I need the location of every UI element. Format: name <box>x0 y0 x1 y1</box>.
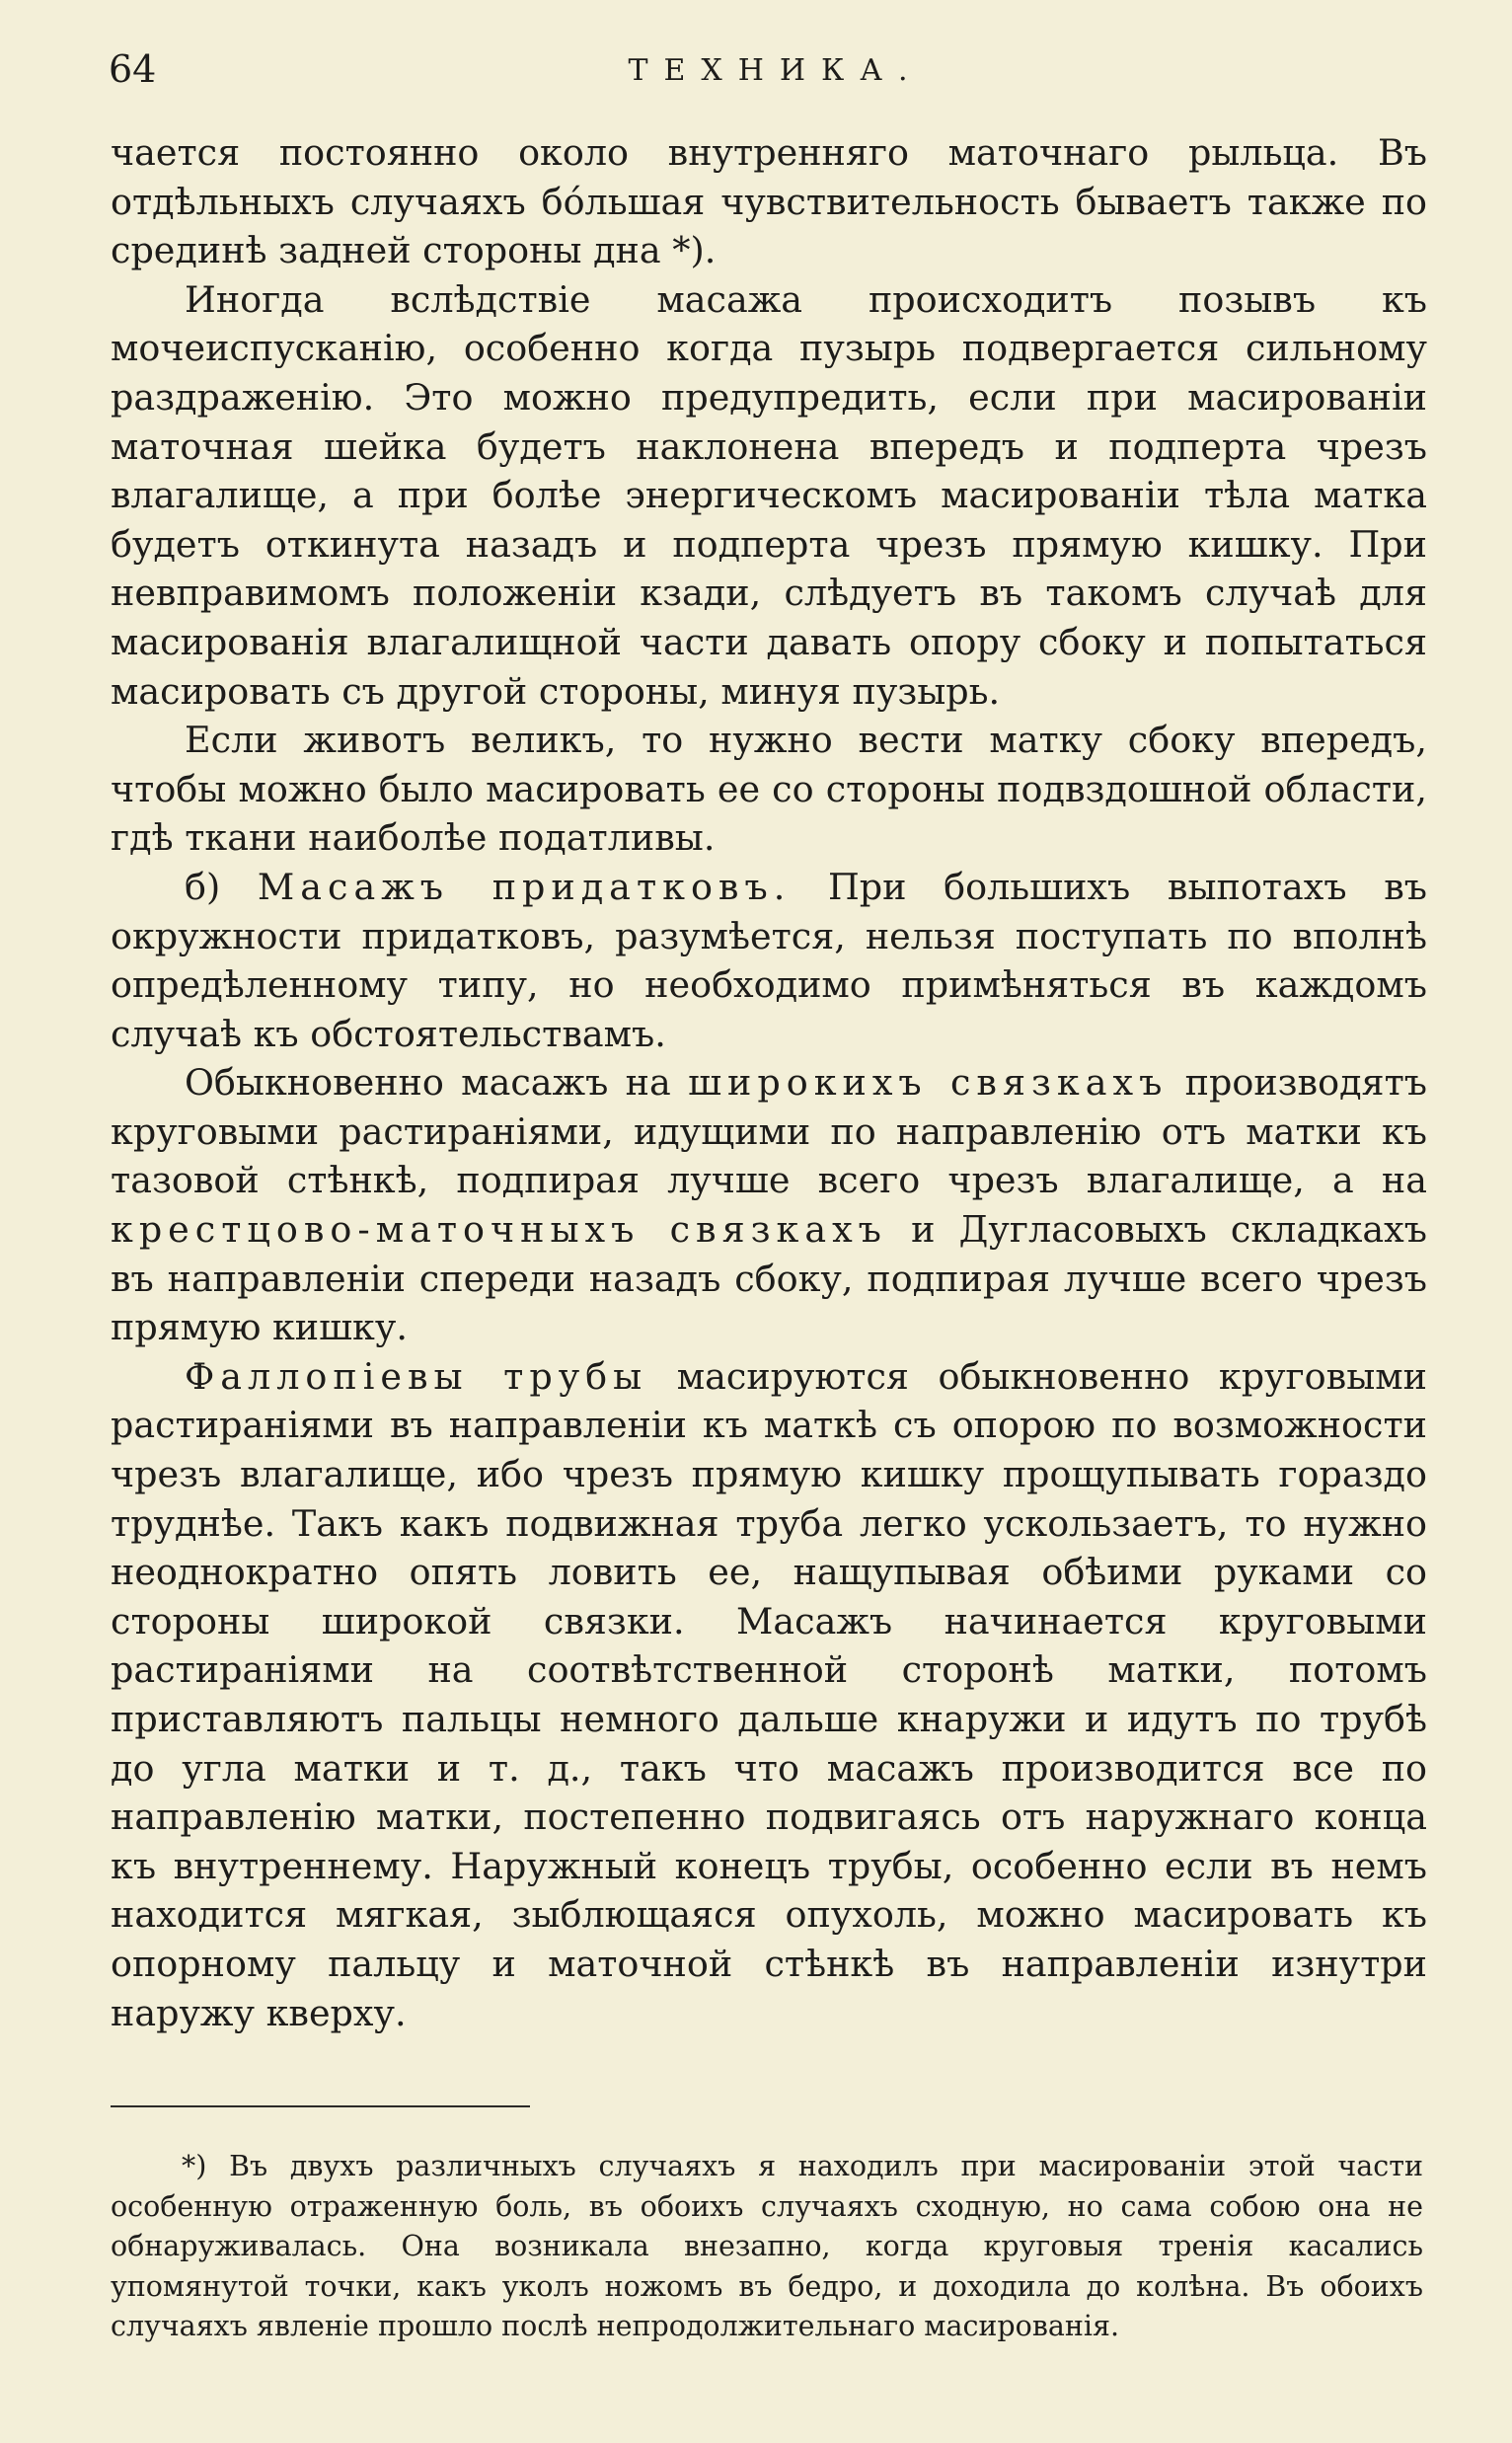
paragraph-text: масируются обыкновенно круговыми растираніями въ направленіи къ маткѣ съ опорою по возможности чрезъ влагалище, ибо чрезъ прямую кишку прощупывать гораздо труднѣе. Такъ какъ подвижная труба легко ускользаетъ, то нужно неоднократно опять ловить ее, нащупывая обѣими руками со стороны широкой связки. Масажъ начинается круговыми растираніями на соотвѣтственной сторонѣ матки, потомъ приставляютъ пальцы немного дальше кнаружи и идутъ по трубѣ до угла матки и т. д., такъ что масажъ производится все по направленію матки, постепенно подвигаясь отъ наружнаго конца къ внутреннему. Наружный конецъ трубы, особенно если въ немъ находится мягкая, зыблющаяся опухоль, можно масировать къ опорному пальцу и маточной стѣнкѣ въ направленіи изнутри наружу кверху. <box>111 1354 1427 2034</box>
body-text <box>111 128 1427 2037</box>
paragraph-continued <box>111 128 1427 275</box>
running-title: ТЕХНИКА. <box>628 53 924 88</box>
paragraph-text: чается постоянно около внутренняго маточнаго рыльца. Въ отдѣльныхъ случаяхъ бо́льшая чувствительность бываетъ также по срединѣ задней стороны дна *). <box>111 131 1427 272</box>
paragraph-text: При большихъ выпотахъ въ окружности придатковъ, разумѣется, нельзя поступать по вполнѣ опредѣленному типу, но необходимо примѣняться въ каждомъ случаѣ къ обстоятельствамъ. <box>111 865 1427 1055</box>
paragraph-text: и Дугласовыхъ складкахъ въ направленіи спереди назадъ сбоку, подпирая лучше всего чрезъ прямую кишку. <box>111 1208 1427 1349</box>
paragraph-text: производятъ круговыми растираніями, идущими по направленію отъ матки къ тазовой стѣнкѣ, подпирая лучше всего чрезъ влагалище, а на <box>111 1061 1427 1202</box>
section-marker: б) <box>185 865 258 908</box>
emphasis-term: Фаллопіевы трубы <box>185 1354 648 1398</box>
page-number: 64 <box>109 47 157 91</box>
paragraph-text: Обыкновенно масажъ на <box>185 1061 689 1105</box>
footnote-divider <box>111 2105 530 2107</box>
paragraph-text: Если животъ великъ, то нужно вести матку сбоку впередъ, чтобы можно было масировать ее со стороны подвздошной области, гдѣ ткани наиболѣе податливы. <box>111 719 1427 860</box>
paragraph-fallopian-tubes <box>111 1352 1427 2037</box>
emphasis-term: широкихъ связкахъ <box>688 1061 1169 1105</box>
section-heading: Масажъ придатковъ. <box>257 865 792 908</box>
page-header <box>109 47 1443 107</box>
paragraph-large-abdomen <box>111 716 1427 863</box>
paragraph-adnexa-massage <box>111 863 1427 1058</box>
paragraph-bladder-irritation <box>111 275 1427 716</box>
paragraph-text: Иногда вслѣдствіе масажа происходитъ позывъ къ мочеиспусканію, особенно когда пузырь подвергается сильному раздраженію. Это можно предупредить, если при масированіи маточная шейка будетъ наклонена впередъ и подперта чрезъ влагалище, а при болѣе энергическомъ масированіи тѣла матка будетъ откинута назадъ и подперта чрезъ прямую кишку. При невправимомъ положеніи кзади, слѣдуетъ въ такомъ случаѣ для масированія влагалищной части давать опору сбоку и попытаться масировать съ другой стороны, минуя пузырь. <box>111 277 1427 713</box>
footnote: *) Въ двухъ различныхъ случаяхъ я находилъ при масированіи этой части особенную отраженную боль, въ обоихъ случаяхъ сходную, но сама собою она не обнаруживалась. Она возникала внезапно, когда круговыя тренія касались упомянутой точки, какъ уколъ ножомъ въ бедро, и доходила до колѣна. Въ обоихъ случаяхъ явленіе прошло послѣ непродолжительнаго масированія. <box>111 2150 1423 2342</box>
paragraph-ligaments <box>111 1058 1427 1352</box>
emphasis-term: крестцово-маточныхъ связкахъ <box>111 1208 887 1252</box>
